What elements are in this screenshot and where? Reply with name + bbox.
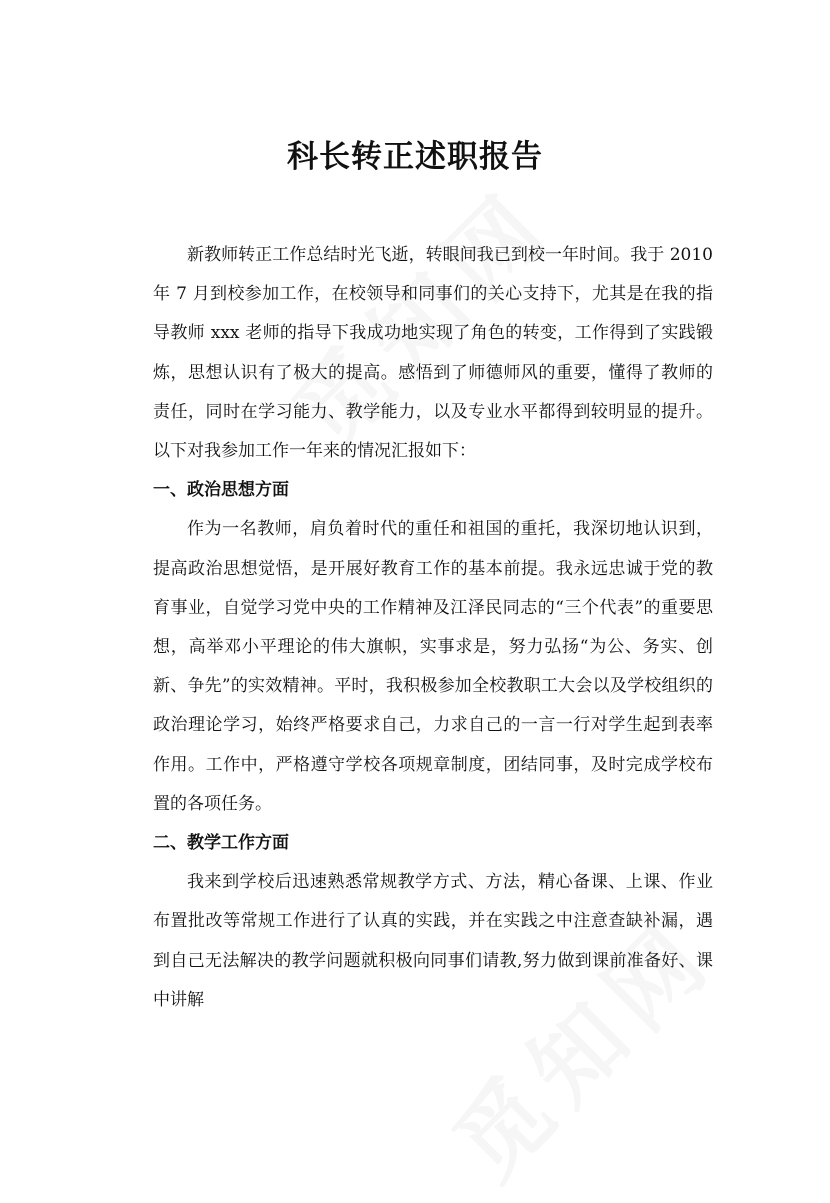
section-heading-political: 一、政治思想方面	[153, 480, 289, 501]
document-title: 科长转正述职报告	[287, 138, 543, 175]
document-body	[153, 236, 713, 1020]
intro-paragraph: 新教师转正工作总结时光飞逝，转眼间我已到校一年时间。我于 2010 年 7 月到校参加工作，在校领导和同事们的关心支持下，尤其是在我的指导教师 xxx 老师的指导下我成功地实现了角色的转变，工作得到了实践锻炼，思想认识有了极大的提高。感悟到了师德师风的重要，懂得了教师的责任，同时在学习能力、教学能力，以及专业水平都得到较明显的提升。以下对我参加工作一年来的情况汇报如下：	[153, 245, 713, 462]
section-body-political: 作为一名教师，肩负着时代的重任和祖国的重托，我深切地认识到，提高政治思想觉悟，是开展好教育工作的基本前提。我永远忠诚于党的教育事业，自觉学习党中央的工作精神及江泽民同志的“三个代表”的重要思想，高举邓小平理论的伟大旗帜，实事求是，努力弘扬“为公、务实、创新、争先”的实效精神。平时，我积极参加全校教职工大会以及学校组织的政治理论学习，始终严格要求自己，力求自己的一言一行对学生起到表率作用。工作中，严格遵守学校各项规章制度，团结同事，及时完成学校布置的各项任务。	[153, 519, 713, 814]
section-heading-teaching: 二、教学工作方面	[153, 833, 289, 854]
section-body-teaching: 我来到学校后迅速熟悉常规教学方式、方法，精心备课、上课、作业布置批改等常规工作进行了认真的实践，并在实践之中注意查缺补漏，遇到自己无法解决的教学问题就积极向同事们请教,努力做到课前准备好、课中讲解	[153, 872, 713, 1010]
